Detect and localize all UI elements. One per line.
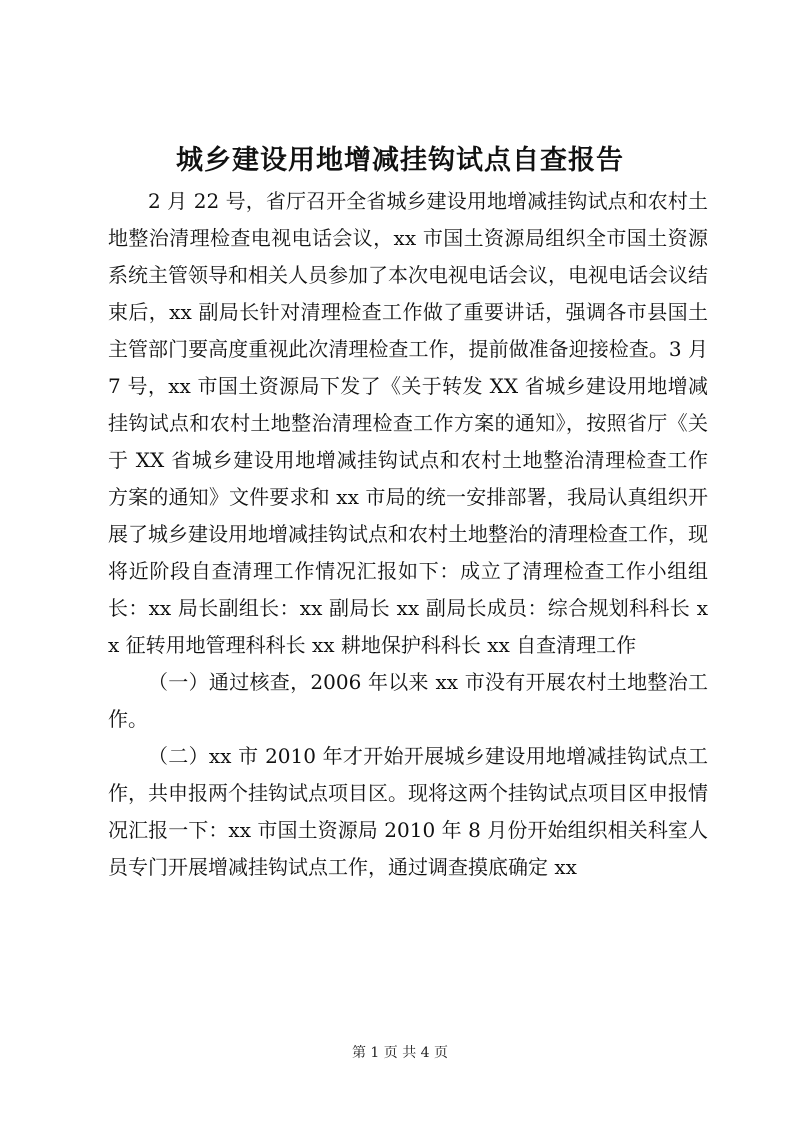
body-paragraph-3: （二）xx 市 2010 年才开始开展城乡建设用地增减挂钩试点工作，共申报两个挂钩试点项目区。现将这两个挂钩试点项目区申报情况汇报一下：xx 市国土资源局 2010 年 8 月份开始组织相关科室人员专门开展增减挂钩试点工作，通过调查摸底确定 xx: [108, 744, 708, 879]
document-body: [108, 183, 708, 886]
body-paragraph-2: （一）通过核查，2006 年以来 xx 市没有开展农村土地整治工作。: [108, 670, 708, 731]
body-paragraph-1: 2 月 22 号，省厅召开全省城乡建设用地增减挂钩试点和农村土地整治清理检查电视电话会议，xx 市国土资源局组织全市国土资源系统主管领导和相关人员参加了本次电视电话会议，电视电话会议结束后，xx 副局长针对清理检查工作做了重要讲话，强调各市县国土主管部门要高度重视此次清理检查工作，提前做准备迎接检查。3 月 7 号，xx 市国土资源局下发了《关于转发 XX 省城乡建设用地增减挂钩试点和农村土地整治清理检查工作方案的通知》，按照省厅《关于 XX 省城乡建设用地增减挂钩试点和农村土地整治清理检查工作方案的通知》文件要求和 xx 市局的统一安排部署，我局认真组织开展了城乡建设用地增减挂钩试点和农村土地整治的清理检查工作，现将近阶段自查清理工作情况汇报如下：成立了清理检查工作小组组长：xx 局长副组长：xx 副局长 xx 副局长成员：综合规划科科长 xx 征转用地管理科科长 xx 耕地保护科科长 xx 自查清理工作: [108, 189, 708, 657]
page-footer: 第 1 页 共 4 页: [351, 1045, 449, 1061]
document-title: 城乡建设用地增减挂钩试点自查报告: [176, 145, 624, 176]
